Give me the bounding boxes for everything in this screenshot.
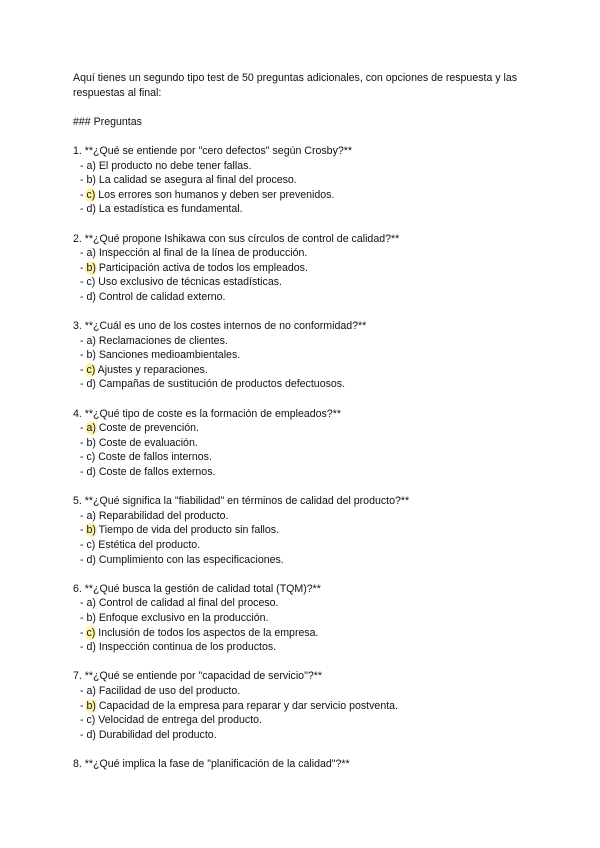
option-text: Control de calidad externo. — [95, 290, 226, 303]
option-bullet: - — [80, 290, 87, 303]
option-bullet: - — [80, 699, 87, 712]
option-text: Reclamaciones de clientes. — [95, 334, 228, 347]
document-content — [73, 71, 543, 772]
option-bullet: - — [80, 159, 87, 172]
option-letter: c) — [86, 276, 96, 289]
answer-option — [73, 246, 543, 261]
option-letter: b) — [86, 611, 96, 624]
option-bullet: - — [80, 349, 87, 362]
option-text: Durabilidad del producto. — [95, 728, 217, 741]
intro-paragraph: Aquí tienes un segundo tipo test de 50 preguntas adicionales, con opciones de respuesta y las respuestas al final: — [73, 72, 521, 99]
highlighted-option-letter: a) — [86, 422, 96, 435]
question-title: 8. **¿Qué implica la fase de "planificación de la calidad"?** — [73, 757, 350, 770]
option-bullet: - — [80, 641, 87, 654]
answer-option — [73, 450, 543, 465]
option-bullet: - — [80, 247, 87, 260]
question-title: 6. **¿Qué busca la gestión de calidad total (TQM)?** — [73, 582, 321, 595]
option-letter: d) — [86, 290, 96, 303]
option-bullet: - — [80, 203, 87, 216]
answer-option — [73, 626, 543, 641]
option-text: Sanciones medioambientales. — [95, 349, 241, 362]
answer-option — [73, 523, 543, 538]
question-item — [73, 494, 543, 567]
section-heading: ### Preguntas — [73, 115, 142, 128]
option-text: Coste de evaluación. — [95, 436, 198, 449]
option-text: Campañas de sustitución de productos defectuosos. — [95, 378, 346, 391]
answer-option — [73, 538, 543, 553]
option-text: Tiempo de vida del producto sin fallos. — [95, 524, 280, 537]
option-text: Coste de fallos internos. — [95, 451, 212, 464]
option-text: Estética del producto. — [95, 539, 201, 551]
option-bullet: - — [80, 539, 87, 551]
option-letter: a) — [86, 509, 96, 522]
question-item — [73, 144, 543, 217]
option-bullet: - — [80, 728, 87, 741]
option-bullet: - — [80, 174, 87, 187]
option-bullet: - — [80, 611, 87, 624]
option-letter: a) — [86, 597, 96, 610]
option-letter: d) — [86, 378, 96, 391]
answer-option — [73, 173, 543, 188]
option-text: Inspección continua de los productos. — [95, 641, 277, 654]
option-letter: c) — [86, 539, 96, 551]
question-item — [73, 669, 543, 742]
option-bullet: - — [80, 597, 87, 610]
answer-option — [73, 728, 543, 743]
option-text: Velocidad de entrega del producto. — [95, 714, 262, 727]
answer-option — [73, 421, 543, 436]
option-bullet: - — [80, 334, 87, 347]
option-letter: a) — [86, 684, 96, 697]
answer-option — [73, 377, 543, 392]
answer-option — [73, 202, 543, 217]
option-text: Capacidad de la empresa para reparar y dar servicio postventa. — [95, 699, 398, 712]
option-letter: b) — [86, 174, 96, 187]
option-text: Reparabilidad del producto. — [95, 509, 229, 522]
answer-option — [73, 159, 543, 174]
option-bullet: - — [80, 378, 87, 391]
option-letter: d) — [86, 203, 96, 216]
answer-option — [73, 275, 543, 290]
option-letter: b) — [86, 349, 96, 362]
answer-option — [73, 684, 543, 699]
question-item — [73, 407, 543, 480]
option-bullet: - — [80, 261, 87, 274]
option-text: La estadística es fundamental. — [95, 203, 243, 216]
highlighted-option-letter: c) — [86, 188, 96, 201]
option-bullet: - — [80, 422, 87, 435]
highlighted-option-letter: c) — [86, 363, 96, 376]
option-letter: c) — [86, 451, 96, 464]
answer-option — [73, 261, 543, 276]
question-item — [73, 757, 543, 772]
answer-option — [73, 363, 543, 378]
highlighted-option-letter: b) — [86, 699, 96, 712]
answer-option — [73, 436, 543, 451]
answer-option — [73, 699, 543, 714]
question-title: 7. **¿Qué se entiende por "capacidad de servicio"?** — [73, 670, 322, 683]
highlighted-option-letter: b) — [86, 261, 96, 274]
option-bullet: - — [80, 684, 87, 697]
option-bullet: - — [80, 466, 87, 479]
option-bullet: - — [80, 276, 87, 289]
option-letter: d) — [86, 553, 96, 566]
answer-option — [73, 334, 543, 349]
answer-option — [73, 640, 543, 655]
answer-option — [73, 553, 543, 568]
option-text: Cumplimiento con las especificaciones. — [95, 553, 284, 566]
option-bullet: - — [80, 363, 87, 376]
answer-option — [73, 465, 543, 480]
option-letter: d) — [86, 466, 96, 479]
highlighted-option-letter: b) — [86, 524, 96, 537]
answer-option — [73, 509, 543, 524]
option-text: Inclusión de todos los aspectos de la empresa. — [95, 626, 319, 639]
question-title: 4. **¿Qué tipo de coste es la formación de empleados?** — [73, 407, 341, 420]
question-item — [73, 582, 543, 655]
option-text: Participación activa de todos los empleados. — [95, 261, 308, 274]
question-title: 5. **¿Qué significa la "fiabilidad" en términos de calidad del producto?** — [73, 495, 410, 508]
answer-option — [73, 611, 543, 626]
answer-option — [73, 713, 543, 728]
option-text: Uso exclusivo de técnicas estadísticas. — [95, 276, 282, 289]
option-text: Coste de prevención. — [95, 422, 199, 435]
option-letter: c) — [86, 714, 96, 727]
option-letter: d) — [86, 728, 96, 741]
question-title: 3. **¿Cuál es uno de los costes internos de no conformidad?** — [73, 320, 367, 333]
answer-option — [73, 596, 543, 611]
question-list — [73, 144, 543, 772]
question-item — [73, 232, 543, 305]
option-bullet: - — [80, 188, 87, 201]
option-letter: d) — [86, 641, 96, 654]
option-bullet: - — [80, 436, 87, 449]
option-letter: a) — [86, 334, 96, 347]
option-text: Inspección al final de la línea de producción. — [95, 247, 308, 260]
option-bullet: - — [80, 509, 87, 522]
option-text: Ajustes y reparaciones. — [95, 363, 208, 376]
question-title: 2. **¿Qué propone Ishikawa con sus círculos de control de calidad?** — [73, 232, 400, 245]
answer-option — [73, 348, 543, 363]
option-bullet: - — [80, 626, 87, 639]
option-letter: a) — [86, 159, 96, 172]
answer-option — [73, 188, 543, 203]
option-letter: b) — [86, 436, 96, 449]
option-bullet: - — [80, 714, 87, 727]
option-text: Coste de fallos externos. — [95, 466, 216, 479]
option-bullet: - — [80, 451, 87, 464]
option-text: Los errores son humanos y deben ser prevenidos. — [95, 188, 335, 201]
question-item — [73, 319, 543, 392]
option-text: Control de calidad al final del proceso. — [95, 597, 279, 610]
option-text: El producto no debe tener fallas. — [95, 159, 252, 172]
option-text: Facilidad de uso del producto. — [95, 684, 241, 697]
option-text: Enfoque exclusivo en la producción. — [95, 611, 269, 624]
option-text: La calidad se asegura al final del proceso. — [95, 174, 297, 187]
option-bullet: - — [80, 553, 87, 566]
question-title: 1. **¿Qué se entiende por "cero defectos" según Crosby?** — [73, 144, 353, 157]
answer-option — [73, 290, 543, 305]
highlighted-option-letter: c) — [86, 626, 96, 639]
option-letter: a) — [86, 247, 96, 260]
option-bullet: - — [80, 524, 87, 537]
